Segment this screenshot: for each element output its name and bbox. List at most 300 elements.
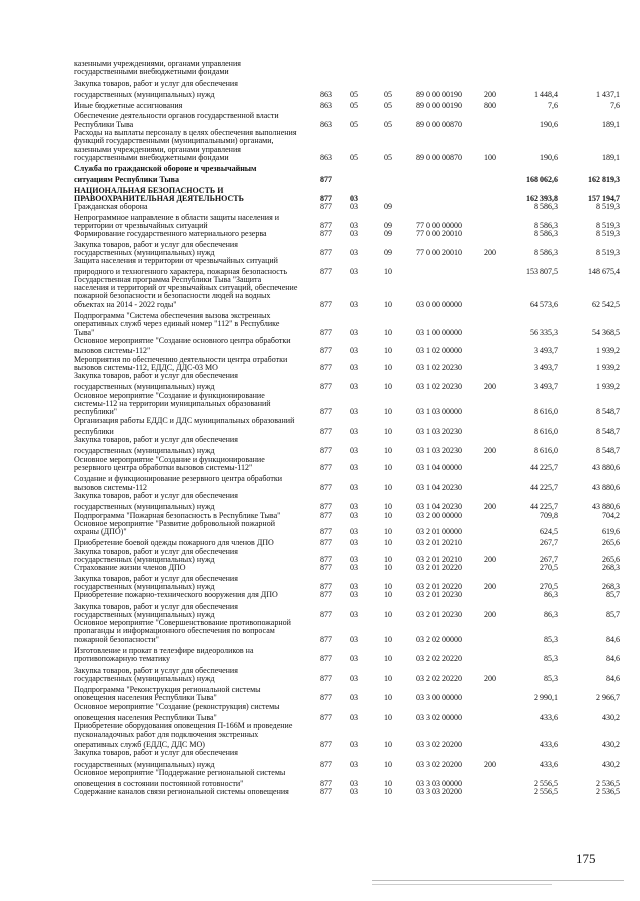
ministry-code: 863 (320, 152, 332, 162)
row-name: государственных (муниципальных) нужд (74, 673, 215, 683)
amount-planned: 190,6 (540, 152, 558, 162)
section-code: 03 (350, 713, 358, 723)
amount-planned: 433,6 (540, 713, 558, 723)
ministry-code: 877 (320, 693, 332, 703)
target-article-code: 03 1 02 20230 (416, 362, 462, 372)
amount-planned: 3 493,7 (534, 346, 558, 356)
row-name: населения и территорий от чрезвычайных ситуаций, обеспечение (74, 283, 298, 293)
ministry-code: 877 (320, 299, 332, 309)
target-article-code: 03 1 03 00000 (416, 407, 462, 417)
section-code: 03 (350, 382, 358, 392)
section-code: 03 (350, 693, 358, 703)
table-row (74, 91, 622, 99)
section-code: 03 (350, 563, 358, 573)
ministry-code: 877 (320, 787, 332, 797)
target-article-code: 03 3 00 00000 (416, 693, 462, 703)
ministry-code: 877 (320, 590, 332, 600)
section-code: 05 (350, 101, 358, 111)
target-article-code: 03 1 03 20230 (416, 446, 462, 456)
section-code: 03 (350, 502, 358, 512)
row-name: резервного центра обработки вызовов системы-112" (74, 463, 253, 473)
row-name: Закупка товаров, работ и услуг для обеспечения (74, 546, 238, 556)
section-code: 03 (350, 555, 358, 565)
amount-executed: 268,3 (602, 581, 620, 591)
ministry-code: 877 (320, 634, 332, 644)
amount-planned: 624,5 (540, 527, 558, 537)
row-name: государственных (муниципальных) нужд (74, 555, 215, 565)
ministry-code: 877 (320, 362, 332, 372)
subsection-code: 10 (384, 555, 392, 565)
ministry-code: 877 (320, 713, 332, 723)
subsection-code: 05 (384, 89, 392, 99)
row-name: Служба по гражданской обороне и чрезвычайным (74, 164, 257, 174)
amount-planned: 8 586,3 (534, 202, 558, 212)
amount-planned: 8 586,3 (534, 247, 558, 257)
amount-executed: 268,3 (602, 563, 620, 573)
ministry-code: 877 (320, 202, 332, 212)
section-code: 03 (350, 527, 358, 537)
row-name: Основное мероприятие "Развитие добровольной пожарной (74, 518, 275, 528)
subsection-code: 10 (384, 426, 392, 436)
section-code: 03 (350, 446, 358, 456)
table-row (74, 492, 622, 500)
table-row (74, 464, 622, 472)
ministry-code: 877 (320, 581, 332, 591)
target-article-code: 03 2 01 20220 (416, 563, 462, 573)
target-article-code: 03 3 02 00000 (416, 713, 462, 723)
section-code: 03 (350, 787, 358, 797)
amount-executed: 43 880,6 (592, 463, 620, 473)
section-code: 03 (350, 229, 358, 239)
target-article-code: 03 2 01 20210 (416, 538, 462, 548)
amount-executed: 2 966,7 (596, 693, 620, 703)
ministry-code: 877 (320, 446, 332, 456)
table-row (74, 788, 622, 796)
row-name: Подпрограмма "Система обеспечения вызова экстренных (74, 311, 271, 321)
amount-executed: 43 880,6 (592, 482, 620, 492)
table-row (74, 154, 622, 162)
subsection-code: 10 (384, 299, 392, 309)
row-name: Закупка товаров, работ и услуг для обеспечения (74, 78, 238, 88)
amount-executed: 430,2 (602, 759, 620, 769)
row-name: Основное мероприятие "Создание (реконструкция) системы (74, 701, 280, 711)
ministry-code: 877 (320, 779, 332, 789)
amount-executed: 8 548,7 (596, 407, 620, 417)
row-name: природного и техногенного характера, пожарная безопасность (74, 266, 287, 276)
amount-executed: 85,7 (606, 609, 620, 619)
ministry-code: 877 (320, 759, 332, 769)
section-code: 05 (350, 89, 358, 99)
row-name: государственных (муниципальных) нужд (74, 609, 215, 619)
ministry-code: 877 (320, 346, 332, 356)
row-name: казенными учреждениями, органами управления (74, 144, 241, 154)
row-name: государственными внебюджетными фондами (74, 152, 229, 162)
target-article-code: 03 2 01 20230 (416, 590, 462, 600)
subsection-code: 05 (384, 101, 392, 111)
ministry-code: 877 (320, 247, 332, 257)
amount-planned: 267,7 (540, 555, 558, 565)
row-name: ПРАВООХРАНИТЕЛЬНАЯ ДЕЯТЕЛЬНОСТЬ (74, 194, 244, 204)
row-name: Непрограммное направление в области защиты населения и (74, 212, 280, 222)
table-row (74, 301, 622, 309)
row-name: оповещения населения Республики Тыва" (74, 693, 217, 703)
amount-planned: 85,3 (544, 673, 558, 683)
table-row (74, 165, 622, 173)
amount-executed: 8 548,7 (596, 426, 620, 436)
section-code: 03 (350, 759, 358, 769)
row-name: вызовов системы-112, ЕДДС, ДДС-03 МО (74, 362, 218, 372)
amount-executed: 704,2 (602, 510, 620, 520)
amount-executed: 54 368,5 (592, 327, 620, 337)
target-article-code: 03 3 02 20200 (416, 759, 462, 769)
amount-planned: 168 062,6 (526, 174, 558, 184)
ministry-code: 877 (320, 482, 332, 492)
section-code: 03 (350, 426, 358, 436)
target-article-code: 03 3 03 00000 (416, 779, 462, 789)
table-row (74, 675, 622, 683)
ministry-code: 877 (320, 194, 332, 204)
ministry-code: 877 (320, 174, 332, 184)
table-row (74, 102, 622, 110)
amount-planned: 153 807,5 (526, 266, 558, 276)
subsection-code: 10 (384, 538, 392, 548)
section-code: 03 (350, 590, 358, 600)
row-name: республики (74, 426, 114, 436)
row-name: государственных (муниципальных) нужд (74, 581, 215, 591)
amount-planned: 270,5 (540, 563, 558, 573)
amount-planned: 267,7 (540, 538, 558, 548)
ministry-code: 877 (320, 327, 332, 337)
section-code: 03 (350, 221, 358, 231)
table-row (74, 528, 622, 536)
amount-planned: 162 393,8 (526, 194, 558, 204)
amount-executed: 84,6 (606, 634, 620, 644)
row-name: республики" (74, 407, 118, 417)
section-code: 03 (350, 266, 358, 276)
amount-planned: 190,6 (540, 119, 558, 129)
amount-planned: 8 586,3 (534, 229, 558, 239)
row-name: пожарной безопасности и безопасности людей на водных (74, 291, 271, 301)
row-name: оповещения населения Республики Тыва" (74, 713, 217, 723)
row-name: территории от чрезвычайных ситуаций (74, 221, 208, 231)
amount-executed: 162 819,3 (588, 174, 620, 184)
ministry-code: 863 (320, 119, 332, 129)
table-row (74, 703, 622, 711)
amount-planned: 86,3 (544, 609, 558, 619)
target-article-code: 03 2 01 20230 (416, 609, 462, 619)
amount-executed: 189,1 (602, 119, 620, 129)
row-name: Расходы на выплаты персоналу в целях обеспечения выполнения (74, 128, 297, 138)
row-name: Основное мероприятие "Создание основного центра обработки (74, 335, 291, 345)
subsection-code: 10 (384, 346, 392, 356)
row-name: пусконаладочных работ для подключения экстренных (74, 729, 259, 739)
row-name: охраны (ДПО)" (74, 527, 127, 537)
row-name: государственными внебюджетными фондами (74, 67, 229, 77)
expense-type-code: 200 (484, 446, 496, 456)
amount-planned: 8 616,0 (534, 446, 558, 456)
amount-planned: 3 493,7 (534, 362, 558, 372)
amount-planned: 1 448,4 (534, 89, 558, 99)
section-code: 03 (350, 510, 358, 520)
row-name: Мероприятия по обеспечению деятельности центра отработки (74, 354, 288, 364)
section-code: 03 (350, 609, 358, 619)
target-article-code: 89 0 00 00190 (416, 89, 462, 99)
amount-executed: 8 519,3 (596, 229, 620, 239)
section-code: 03 (350, 407, 358, 417)
target-article-code: 03 1 03 20230 (416, 426, 462, 436)
section-code: 03 (350, 202, 358, 212)
target-article-code: 03 1 04 00000 (416, 463, 462, 473)
target-article-code: 89 0 00 00870 (416, 152, 462, 162)
row-name: Приобретение пожарно-технического вооружения для ДПО (74, 590, 278, 600)
row-name: системы-112 на территории муниципальных образований (74, 398, 271, 408)
table-row (74, 655, 622, 663)
table-row (74, 591, 622, 599)
row-name: Приобретение оборудования оповещения П-166М и проведение (74, 721, 293, 731)
target-article-code: 03 1 04 20230 (416, 502, 462, 512)
amount-planned: 709,8 (540, 510, 558, 520)
target-article-code: 03 2 02 20220 (416, 673, 462, 683)
subsection-code: 10 (384, 527, 392, 537)
subsection-code: 09 (384, 229, 392, 239)
row-name: функций государственными (муниципальными) органами, (74, 136, 274, 146)
subsection-code: 10 (384, 779, 392, 789)
expense-type-code: 200 (484, 673, 496, 683)
target-article-code: 77 0 00 20010 (416, 229, 462, 239)
subsection-code: 09 (384, 202, 392, 212)
table-row (74, 337, 622, 345)
page-number: 175 (576, 851, 596, 866)
ministry-code: 877 (320, 538, 332, 548)
amount-executed: 8 519,3 (596, 247, 620, 257)
row-name: Страхование жизни членов ДПО (74, 563, 186, 573)
section-code: 03 (350, 247, 358, 257)
subsection-code: 10 (384, 673, 392, 683)
expense-type-code: 800 (484, 101, 496, 111)
target-article-code: 03 2 02 00000 (416, 634, 462, 644)
row-name: Основное мероприятие "Создание и функционирование (74, 390, 265, 400)
subsection-code: 10 (384, 713, 392, 723)
row-name: Закупка товаров, работ и услуг для обеспечения (74, 435, 238, 445)
subsection-code: 10 (384, 482, 392, 492)
amount-executed: 430,2 (602, 739, 620, 749)
subsection-code: 05 (384, 152, 392, 162)
row-name: ситуациям Республики Тыва (74, 174, 179, 184)
subsection-code: 10 (384, 327, 392, 337)
subsection-code: 10 (384, 382, 392, 392)
section-code: 03 (350, 194, 358, 204)
amount-executed: 62 542,5 (592, 299, 620, 309)
ministry-code: 877 (320, 563, 332, 573)
target-article-code: 77 0 00 00000 (416, 221, 462, 231)
amount-executed: 148 675,4 (588, 266, 620, 276)
ministry-code: 877 (320, 266, 332, 276)
section-code: 03 (350, 346, 358, 356)
ministry-code: 877 (320, 229, 332, 239)
row-name: Изготовление и прокат в телеэфире видеороликов на (74, 646, 254, 655)
subsection-code: 10 (384, 502, 392, 512)
amount-executed: 157 194,7 (588, 194, 620, 204)
amount-executed: 189,1 (602, 152, 620, 162)
section-code: 03 (350, 654, 358, 664)
subsection-code: 10 (384, 609, 392, 619)
amount-executed: 84,6 (606, 654, 620, 664)
ministry-code: 877 (320, 407, 332, 417)
section-code: 03 (350, 739, 358, 749)
expense-type-code: 200 (484, 555, 496, 565)
target-article-code: 03 1 02 20230 (416, 382, 462, 392)
row-name: Гражданская оборона (74, 202, 148, 212)
table-row (74, 203, 622, 211)
section-code: 03 (350, 482, 358, 492)
subsection-code: 10 (384, 693, 392, 703)
table-row (74, 257, 622, 265)
row-name: Организация работы ЕДДС и ДДС муниципальных образований (74, 415, 295, 425)
subsection-code: 10 (384, 590, 392, 600)
amount-planned: 433,6 (540, 759, 558, 769)
table-row (74, 230, 622, 238)
amount-planned: 7,6 (548, 101, 558, 111)
table-row (74, 436, 622, 444)
amount-executed: 1 437,1 (596, 89, 620, 99)
row-name: Подпрограмма "Реконструкция региональной системы (74, 685, 261, 695)
table-row (74, 769, 622, 777)
expense-type-code: 200 (484, 382, 496, 392)
amount-planned: 2 556,5 (534, 787, 558, 797)
row-name: Закупка товаров, работ и услуг для обеспечения (74, 665, 238, 675)
section-code: 05 (350, 119, 358, 129)
subsection-code: 10 (384, 266, 392, 276)
table-row (74, 80, 622, 88)
row-name: Закупка товаров, работ и услуг для обеспечения (74, 490, 238, 500)
section-code: 03 (350, 779, 358, 789)
amount-planned: 44 225,7 (530, 482, 558, 492)
row-name: государственных (муниципальных) нужд (74, 502, 215, 512)
amount-planned: 44 225,7 (530, 502, 558, 512)
amount-planned: 56 335,3 (530, 327, 558, 337)
row-name: Содержание каналов связи региональной системы оповещения (74, 787, 289, 797)
row-name: вызовов системы-112 (74, 482, 147, 492)
row-name: Приобретение боевой одежды пожарного для членов ДПО (74, 538, 274, 548)
amount-executed: 1 939,2 (596, 382, 620, 392)
amount-planned: 85,3 (544, 654, 558, 664)
ministry-code: 877 (320, 382, 332, 392)
expense-type-code: 200 (484, 89, 496, 99)
row-name: пропаганды и информационного обеспечения по вопросам (74, 626, 275, 636)
row-name: Закупка товаров, работ и услуг для обеспечения (74, 239, 238, 249)
amount-executed: 2 536,5 (596, 787, 620, 797)
section-code: 03 (350, 673, 358, 683)
subsection-code: 05 (384, 119, 392, 129)
row-name: Основное мероприятие "Совершенствование противопожарной (74, 618, 291, 628)
budget-table (74, 60, 622, 797)
expense-type-code: 200 (484, 581, 496, 591)
ministry-code: 877 (320, 221, 332, 231)
ministry-code: 877 (320, 426, 332, 436)
amount-executed: 430,2 (602, 713, 620, 723)
section-code: 05 (350, 152, 358, 162)
table-row (74, 68, 622, 76)
amount-executed: 8 519,3 (596, 202, 620, 212)
row-name: Закупка товаров, работ и услуг для обеспечения (74, 573, 238, 583)
ministry-code: 863 (320, 101, 332, 111)
amount-planned: 44 225,7 (530, 463, 558, 473)
expense-type-code: 200 (484, 759, 496, 769)
ministry-code: 863 (320, 89, 332, 99)
subsection-code: 09 (384, 247, 392, 257)
ministry-code: 877 (320, 739, 332, 749)
amount-executed: 619,6 (602, 527, 620, 537)
row-name: вызовов системы-112" (74, 346, 151, 356)
subsection-code: 09 (384, 221, 392, 231)
amount-planned: 270,5 (540, 581, 558, 591)
subsection-code: 10 (384, 739, 392, 749)
row-name: Закупка товаров, работ и услуг для обеспечения (74, 371, 238, 381)
row-name: государственных (муниципальных) нужд (74, 89, 215, 99)
amount-planned: 2 990,1 (534, 693, 558, 703)
amount-executed: 7,6 (610, 101, 620, 111)
subsection-code: 10 (384, 654, 392, 664)
target-article-code: 77 0 00 20010 (416, 247, 462, 257)
target-article-code: 03 2 01 20220 (416, 581, 462, 591)
row-name: оперативных служб через единый номер "112" в Республике (74, 319, 280, 329)
target-article-code: 03 2 00 00000 (416, 510, 462, 520)
amount-executed: 43 880,6 (592, 502, 620, 512)
row-name: Иные бюджетные ассигнования (74, 101, 183, 111)
ministry-code: 877 (320, 654, 332, 664)
section-code: 03 (350, 634, 358, 644)
row-name: государственных (муниципальных) нужд (74, 759, 215, 769)
target-article-code: 89 0 00 00190 (416, 101, 462, 111)
table-row (74, 176, 622, 184)
section-code: 03 (350, 299, 358, 309)
section-code: 03 (350, 538, 358, 548)
amount-planned: 433,6 (540, 739, 558, 749)
amount-executed: 8 519,3 (596, 221, 620, 231)
target-article-code: 03 2 02 20220 (416, 654, 462, 664)
amount-executed: 1 939,2 (596, 362, 620, 372)
amount-planned: 8 616,0 (534, 426, 558, 436)
ministry-code: 877 (320, 673, 332, 683)
row-name: Обеспечение деятельности органов государственной власти (74, 111, 279, 121)
row-name: Защита населения и территории от чрезвычайных ситуаций (74, 256, 278, 266)
amount-executed: 265,6 (602, 555, 620, 565)
amount-planned: 86,3 (544, 590, 558, 600)
row-name: Государственная программа Республики Тыва "Защита (74, 274, 262, 284)
subsection-code: 10 (384, 581, 392, 591)
amount-executed: 2 536,5 (596, 779, 620, 789)
amount-planned: 64 573,6 (530, 299, 558, 309)
ministry-code: 877 (320, 609, 332, 619)
subsection-code: 10 (384, 407, 392, 417)
ministry-code: 877 (320, 510, 332, 520)
footer-rule (372, 880, 624, 881)
amount-executed: 1 939,2 (596, 346, 620, 356)
subsection-code: 10 (384, 446, 392, 456)
table-row (74, 731, 622, 739)
row-name: пожарной безопасности" (74, 634, 159, 644)
ministry-code: 877 (320, 463, 332, 473)
target-article-code: 03 3 03 20200 (416, 787, 462, 797)
subsection-code: 10 (384, 787, 392, 797)
subsection-code: 10 (384, 510, 392, 520)
row-name: Создание и функционирование резервного центра обработки (74, 474, 282, 484)
ministry-code: 877 (320, 555, 332, 565)
expense-type-code: 200 (484, 502, 496, 512)
row-name: Тыва" (74, 327, 95, 337)
section-code: 03 (350, 581, 358, 591)
subsection-code: 10 (384, 563, 392, 573)
